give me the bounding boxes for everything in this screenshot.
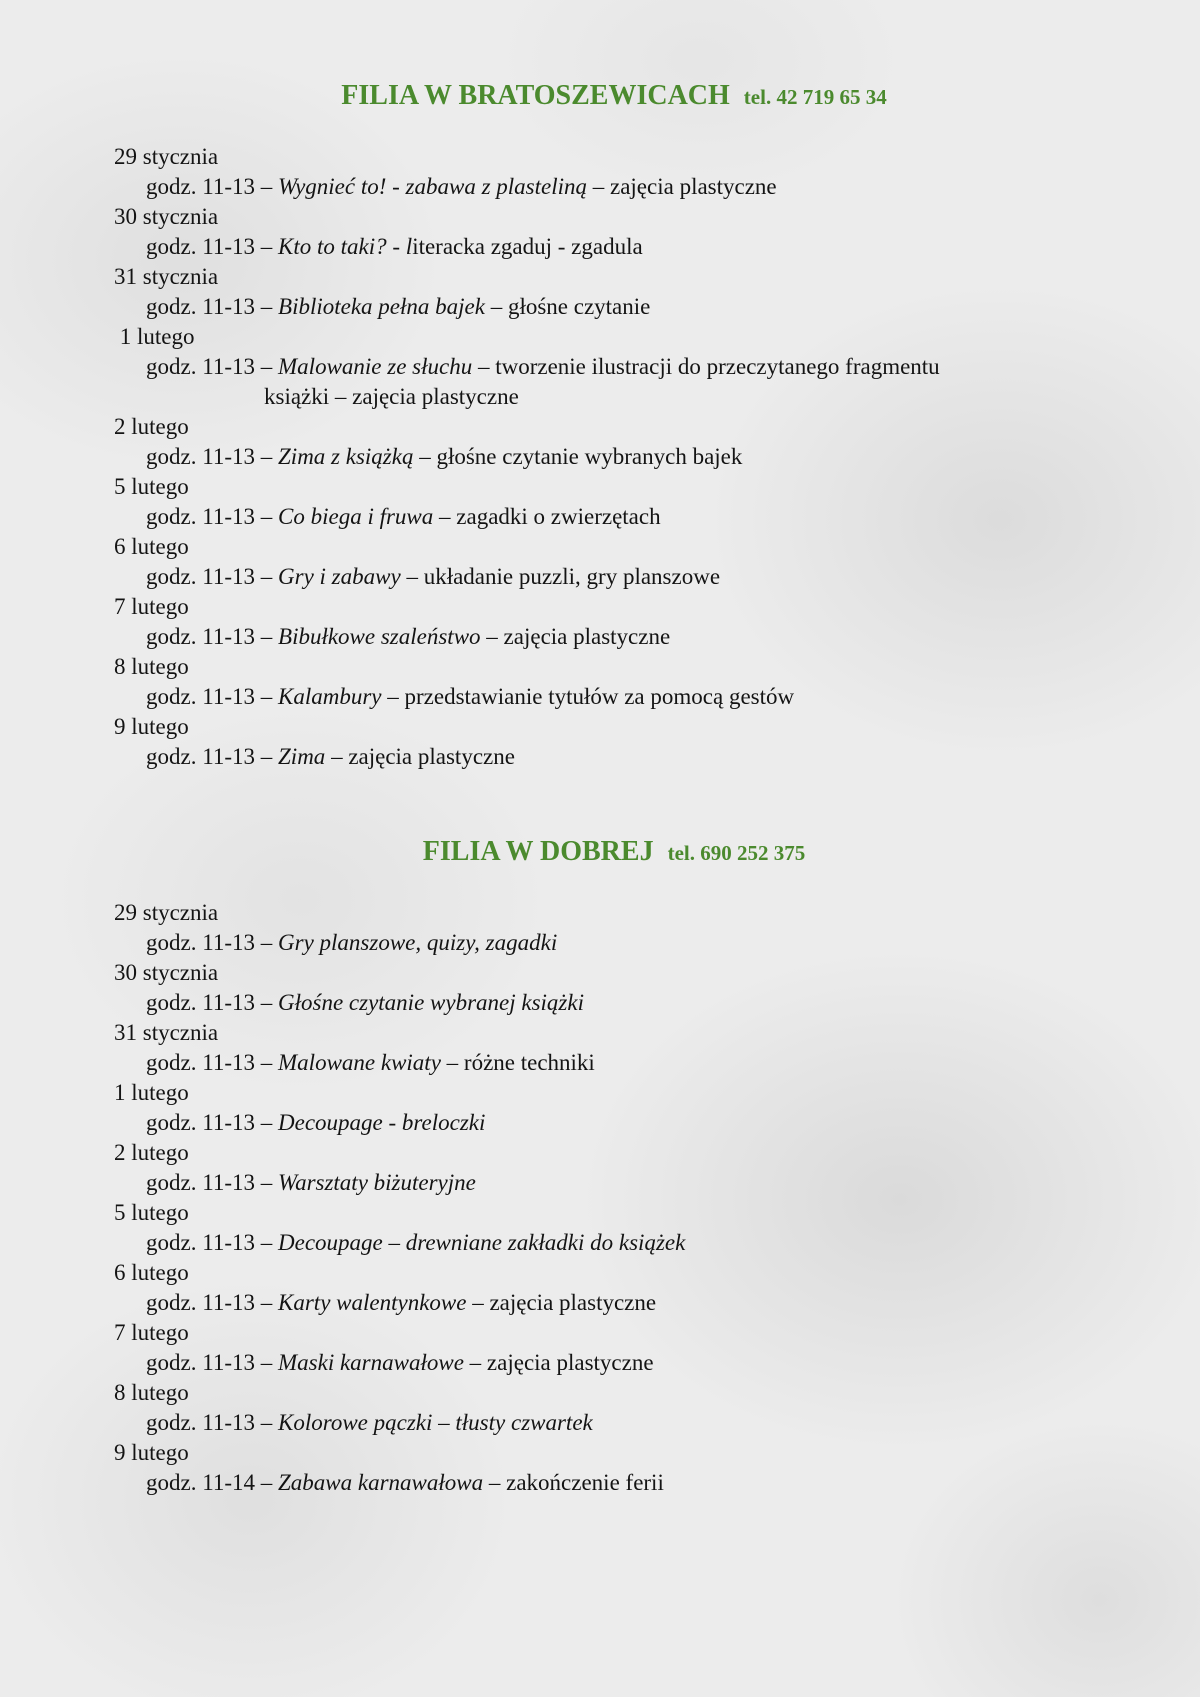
- entry-date: 5 lutego: [114, 474, 189, 499]
- entry-title: Kalambury: [278, 684, 382, 709]
- entry-description: – zajęcia plastyczne: [325, 744, 515, 769]
- section-dobra: [114, 830, 1114, 1498]
- entry-title: Decoupage - breloczki: [278, 1110, 486, 1135]
- entry-detail: [114, 928, 1114, 958]
- entry-detail: [114, 232, 1114, 262]
- entry-description: – zajęcia plastyczne: [480, 624, 671, 649]
- entry-title: Gry planszowe, quizy, zagadki: [278, 930, 558, 955]
- entry-description-continued: książki – zajęcia plastyczne: [264, 384, 519, 409]
- entry-date: 8 lutego: [114, 654, 189, 679]
- schedule-entry: [114, 592, 1114, 652]
- entry-date: 1 lutego: [114, 324, 195, 349]
- schedule-entry: [114, 898, 1114, 958]
- section-heading: [114, 74, 1114, 118]
- entry-date: 29 stycznia: [114, 144, 219, 169]
- entry-detail: [114, 1048, 1114, 1078]
- entry-detail: [114, 442, 1114, 472]
- schedule-entry: [114, 472, 1114, 532]
- entry-date: 30 stycznia: [114, 204, 219, 229]
- entry-description: – różne techniki: [440, 1050, 595, 1075]
- entry-description: – zajęcia plastyczne: [466, 1290, 657, 1315]
- entry-time: godz. 11-13 –: [146, 1230, 279, 1255]
- entry-time: godz. 11-13 –: [146, 1290, 279, 1315]
- entry-detail: [114, 562, 1114, 592]
- entry-description: – głośne czytanie wybranych bajek: [413, 444, 743, 469]
- entry-time: godz. 11-13 –: [146, 504, 279, 529]
- entry-description: – zakończenie ferii: [483, 1470, 664, 1495]
- entry-detail: [114, 502, 1114, 532]
- entry-time: godz. 11-13 –: [146, 1410, 279, 1435]
- entry-time: godz. 11-13 –: [146, 354, 279, 379]
- section-bratoszewice: [114, 74, 1114, 772]
- entry-title: Kolorowe pączki – tłusty czwartek: [278, 1410, 593, 1435]
- entry-detail: [114, 622, 1114, 652]
- entry-time: godz. 11-14 –: [146, 1470, 279, 1495]
- entry-title: Decoupage – drewniane zakładki do książek: [278, 1230, 686, 1255]
- entry-date: 2 lutego: [114, 414, 189, 439]
- entry-detail: [114, 1348, 1114, 1378]
- entry-date: 2 lutego: [114, 1140, 189, 1165]
- schedule-entry: [114, 1078, 1114, 1138]
- entry-detail: [114, 682, 1114, 712]
- entry-time: godz. 11-13 –: [146, 990, 279, 1015]
- entry-title: Głośne czytanie wybranej książki: [278, 990, 584, 1015]
- entry-time: godz. 11-13 –: [146, 744, 279, 769]
- entry-description: – tworzenie ilustracji do przeczytanego fragmentu: [472, 354, 940, 379]
- schedule-entry: [114, 1198, 1114, 1258]
- schedule-entry: [114, 1258, 1114, 1318]
- schedule-entry: [114, 712, 1114, 772]
- entry-title: Maski karnawałowe: [278, 1350, 464, 1375]
- entry-title: Bibułkowe szaleństwo: [278, 624, 481, 649]
- branch-name: FILIA W DOBREJ: [422, 836, 654, 867]
- entry-time: godz. 11-13 –: [146, 444, 279, 469]
- schedule-entry: [114, 652, 1114, 712]
- entry-title: Malowane kwiaty: [278, 1050, 441, 1075]
- entry-detail: [114, 172, 1114, 202]
- entry-time: godz. 11-13 –: [146, 624, 279, 649]
- entry-detail: [114, 1468, 1114, 1498]
- entry-detail: [114, 1288, 1114, 1318]
- entry-title: Biblioteka pełna bajek: [278, 294, 485, 319]
- entry-title: Karty walentynkowe: [278, 1290, 467, 1315]
- entry-description: – zajęcia plastyczne: [587, 174, 777, 199]
- schedule-entry: [114, 322, 1114, 412]
- entry-title: Zima z książką: [278, 444, 414, 469]
- entry-date: 30 stycznia: [114, 960, 219, 985]
- entry-date: 6 lutego: [114, 1260, 189, 1285]
- schedule-entry: [114, 1318, 1114, 1378]
- entry-title: Zima: [278, 744, 326, 769]
- entry-detail: [114, 1168, 1114, 1198]
- entry-date: 9 lutego: [114, 714, 189, 739]
- branch-phone: tel. 690 252 375: [667, 841, 806, 865]
- schedule-entry: [114, 202, 1114, 262]
- branch-name: FILIA W BRATOSZEWICACH: [341, 80, 730, 111]
- entry-detail: [114, 352, 1114, 412]
- entry-description: – przedstawianie tytułów za pomocą gestów: [381, 684, 795, 709]
- entry-time: godz. 11-13 –: [146, 174, 279, 199]
- entry-time: godz. 11-13 –: [146, 1170, 279, 1195]
- schedule-entry: [114, 958, 1114, 1018]
- entry-title: Malowanie ze słuchu: [278, 354, 473, 379]
- schedule-entry: [114, 1438, 1114, 1498]
- entry-description: – głośne czytanie: [484, 294, 651, 319]
- entry-date: 9 lutego: [114, 1440, 189, 1465]
- entry-detail: [114, 742, 1114, 772]
- schedule-entry: [114, 532, 1114, 592]
- entry-date: 29 stycznia: [114, 900, 219, 925]
- entry-title: Zabawa karnawałowa: [278, 1470, 484, 1495]
- entry-title: Warsztaty biżuteryjne: [278, 1170, 476, 1195]
- entry-title: Kto to taki? - l: [278, 234, 413, 259]
- entry-date: 8 lutego: [114, 1380, 189, 1405]
- schedule-entry: [114, 1138, 1114, 1198]
- schedule-list: [114, 142, 1114, 772]
- entry-detail: [114, 1228, 1114, 1258]
- entry-detail: [114, 1408, 1114, 1438]
- entry-title: Gry i zabawy: [278, 564, 401, 589]
- entry-time: godz. 11-13 –: [146, 930, 279, 955]
- section-heading: [114, 830, 1114, 874]
- entry-date: 5 lutego: [114, 1200, 189, 1225]
- entry-description: – układanie puzzli, gry planszowe: [400, 564, 721, 589]
- entry-time: godz. 11-13 –: [146, 684, 279, 709]
- entry-detail: [114, 1108, 1114, 1138]
- schedule-entry: [114, 262, 1114, 322]
- entry-time: godz. 11-13 –: [146, 1110, 279, 1135]
- entry-detail: [114, 292, 1114, 322]
- entry-date: 31 stycznia: [114, 264, 219, 289]
- entry-detail: [114, 988, 1114, 1018]
- entry-date: 1 lutego: [114, 1080, 189, 1105]
- branch-phone: tel. 42 719 65 34: [743, 85, 887, 109]
- entry-title: Wygnieć to! - zabawa z plasteliną: [278, 174, 587, 199]
- schedule-entry: [114, 1378, 1114, 1438]
- entry-description: – zagadki o zwierzętach: [433, 504, 661, 529]
- entry-title: Co biega i fruwa: [278, 504, 434, 529]
- schedule-entry: [114, 142, 1114, 202]
- entry-date: 31 stycznia: [114, 1020, 219, 1045]
- entry-time: godz. 11-13 –: [146, 1350, 279, 1375]
- entry-time: godz. 11-13 –: [146, 294, 279, 319]
- schedule-entry: [114, 1018, 1114, 1078]
- entry-time: godz. 11-13 –: [146, 1050, 279, 1075]
- entry-time: godz. 11-13 –: [146, 234, 279, 259]
- entry-date: 7 lutego: [114, 1320, 189, 1345]
- entry-date: 7 lutego: [114, 594, 189, 619]
- entry-date: 6 lutego: [114, 534, 189, 559]
- entry-description: iteracka zgaduj - zgadula: [412, 234, 643, 259]
- entry-description: – zajęcia plastyczne: [463, 1350, 654, 1375]
- schedule-entry: [114, 412, 1114, 472]
- entry-time: godz. 11-13 –: [146, 564, 279, 589]
- schedule-list: [114, 898, 1114, 1498]
